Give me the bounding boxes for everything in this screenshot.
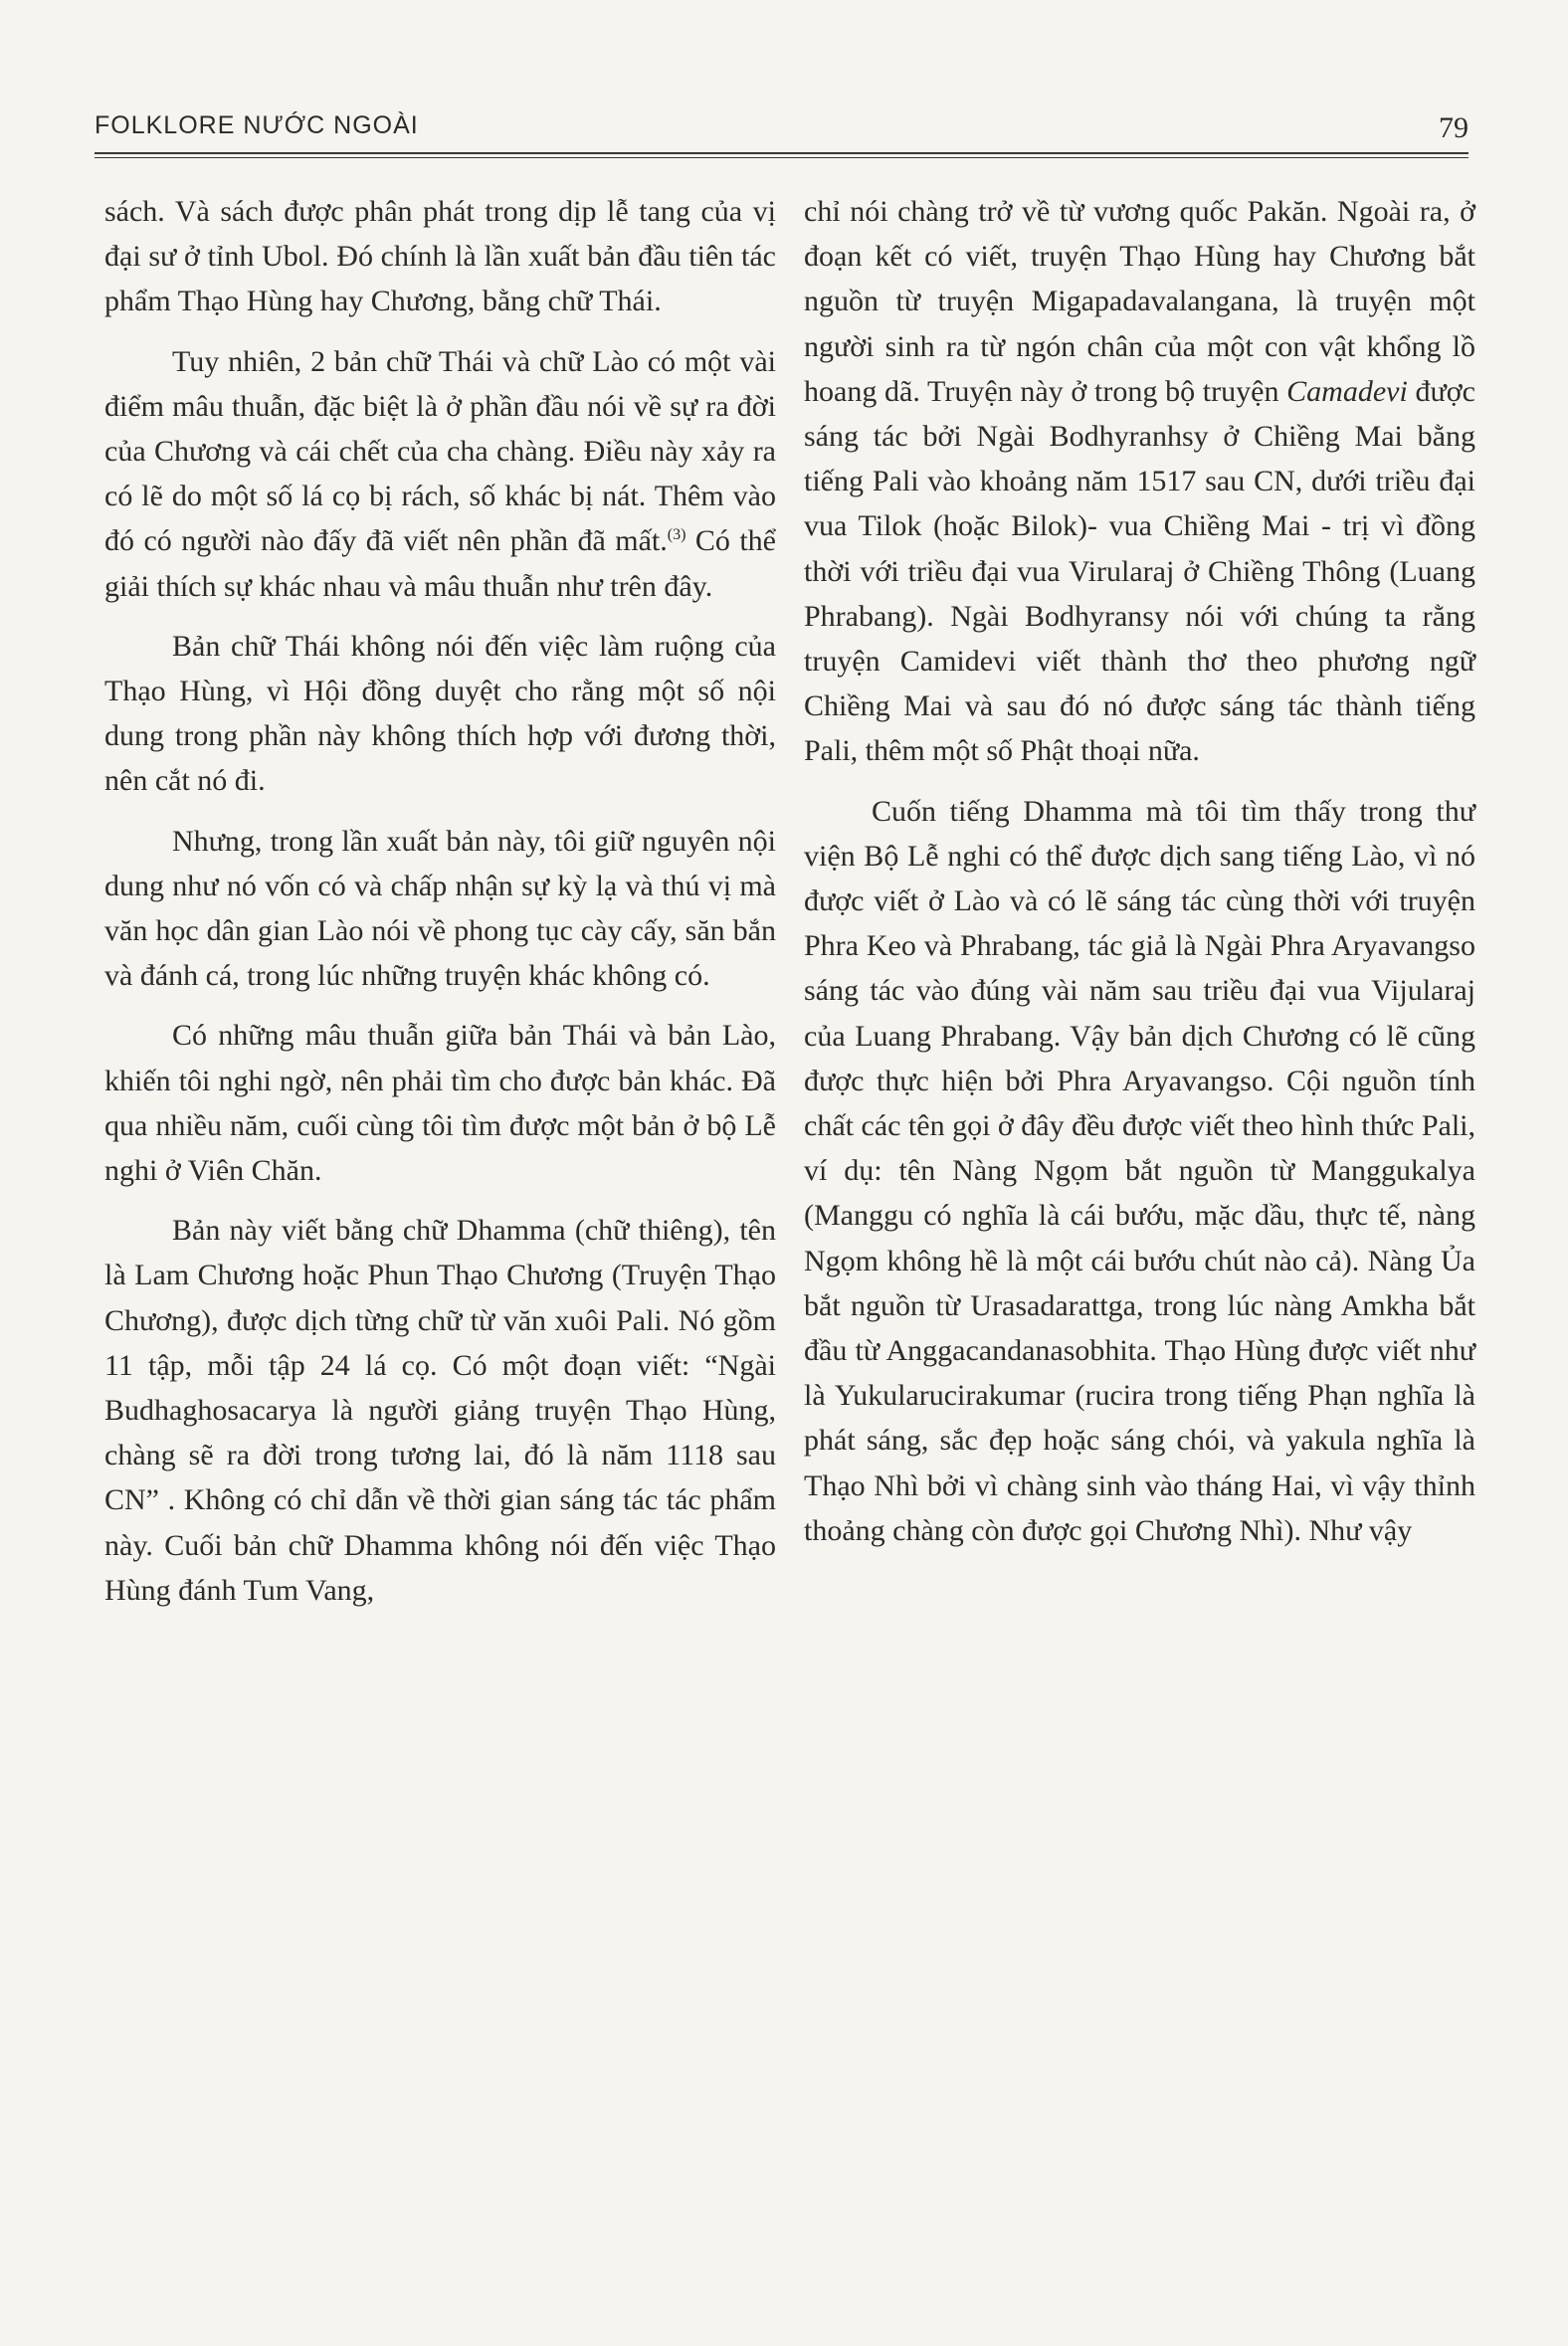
paragraph: Nhưng, trong lần xuất bản này, tôi giữ nguyên nội dung như nó vốn có và chấp nhận sự kỳ lạ và thú vị mà văn học dân gian Lào nói về phong tục cày cấy, săn bắn và đánh cá, trong lúc những truyện khác không có. bbox=[104, 824, 776, 993]
paragraph: Bản chữ Thái không nói đến việc làm ruộng của Thạo Hùng, vì Hội đồng duyệt cho rằng một số nội dung trong phần này không thích hợp với đương thời, nên cắt nó đi. bbox=[104, 629, 776, 798]
left-column bbox=[104, 189, 776, 1628]
paragraph: Cuốn tiếng Dhamma mà tôi tìm thấy trong thư viện Bộ Lễ nghi có thể được dịch sang tiếng Lào, vì nó được viết ở Lào và có lẽ sáng tác cùng thời với truyện Phra Keo và Phrabang, tác giả là Ngài Phra Aryavangso sáng tác vào đúng vài năm sau triều đại vua Vijularaj của Luang Phrabang. Vậy bản dịch Chương có lẽ cũng được thực hiện bởi Phra Aryavangso. Cội nguồn tính chất các tên gọi ở đây đều được viết theo hình thức Pali, ví dụ: tên Nàng Ngọm bắt nguồn từ Manggukalya (Manggu có nghĩa là cái bướu, mặc dầu, thực tế, nàng Ngọm không hề là một cái bướu chút nào cả). Nàng Ủa bắt nguồn từ Urasadarattga, trong lúc nàng Amkha bắt đầu từ Anggacandanasobhita. Thạo Hùng được viết như là Yukularucirakumar (rucira trong tiếng Phạn nghĩa là phát sáng, sắc đẹp hoặc sáng chói, và yakula nghĩa là Thạo Nhì bởi vì chàng sinh vào tháng Hai, vì vậy thỉnh thoảng chàng còn được gọi Chương Nhì). Như vậy bbox=[804, 794, 1475, 1547]
paragraph: sách. Và sách được phân phát trong dịp lễ tang của vị đại sư ở tỉnh Ubol. Đó chính là lần xuất bản đầu tiên tác phẩm Thạo Hùng hay Chương, bằng chữ Thái. bbox=[104, 195, 776, 318]
page-number: 79 bbox=[1439, 111, 1469, 144]
paragraph-text: chỉ nói chàng trở về từ vương quốc Pakăn. Ngoài ra, ở đoạn kết có viết, truyện Thạo Hùng hay Chương bắt nguồn từ truyện Migapadavalangana, là truyện một người sinh ra từ ngón chân của một con vật khổng lồ hoang dã. Truyện này ở trong bộ truyện bbox=[804, 195, 1475, 408]
paragraph: Có những mâu thuẫn giữa bản Thái và bản Lào, khiến tôi nghi ngờ, nên phải tìm cho được bản khác. Đã qua nhiều năm, cuối cùng tôi tìm được một bản ở bộ Lễ nghi ở Viên Chăn. bbox=[104, 1019, 776, 1188]
paragraph: Bản này viết bằng chữ Dhamma (chữ thiêng), tên là Lam Chương hoặc Phun Thạo Chương (Truyện Thạo Chương), được dịch từng chữ từ văn xuôi Pali. Nó gồm 11 tập, mỗi tập 24 lá cọ. Có một đoạn viết: “Ngài Budhaghosacarya là người giảng truyện Thạo Hùng, chàng sẽ ra đời trong tương lai, đó là năm 1118 sau CN” . Không có chỉ dẫn về thời gian sáng tác tác phẩm này. Cuối bản chữ Dhamma không nói đến việc Thạo Hùng đánh Tum Vang, bbox=[104, 1214, 776, 1607]
paragraph-text: được sáng tác bởi Ngài Bodhyranhsy ở Chiềng Mai bằng tiếng Pali vào khoảng năm 1517 sau CN, dưới triều đại vua Tilok (hoặc Bilok)- vua Chiềng Mai - trị vì đồng thời với triều đại vua Virularaj ở Chiềng Thông (Luang Phrabang). Ngài Bodhyransy nói với chúng ta rằng truyện Camidevi viết thành thơ theo phương ngữ Chiềng Mai và sau đó nó được sáng tác thành tiếng Pali, thêm một số Phật thoại nữa. bbox=[804, 374, 1475, 768]
paragraph-text: Có thể giải thích sự khác nhau và mâu thuẫn như trên đây. bbox=[104, 524, 776, 603]
header-rule-thick bbox=[95, 152, 1469, 154]
italic-title: Camadevi bbox=[1286, 374, 1408, 408]
paragraph bbox=[104, 339, 776, 609]
running-title: FOLKLORE NƯỚC NGOÀI bbox=[95, 111, 419, 139]
header-rule-thin bbox=[95, 157, 1469, 158]
right-column bbox=[804, 189, 1475, 1568]
footnote-ref: (3) bbox=[667, 526, 686, 544]
paragraph bbox=[804, 189, 1475, 774]
paragraph-text: Tuy nhiên, 2 bản chữ Thái và chữ Lào có một vài điểm mâu thuẫn, đặc biệt là ở phần đầu nói về sự ra đời của Chương và cái chết của cha chàng. Điều này xảy ra có lẽ do một số lá cọ bị rách, số khác bị nát. Thêm vào đó có người nào đấy đã viết nên phần đã mất. bbox=[104, 344, 776, 558]
